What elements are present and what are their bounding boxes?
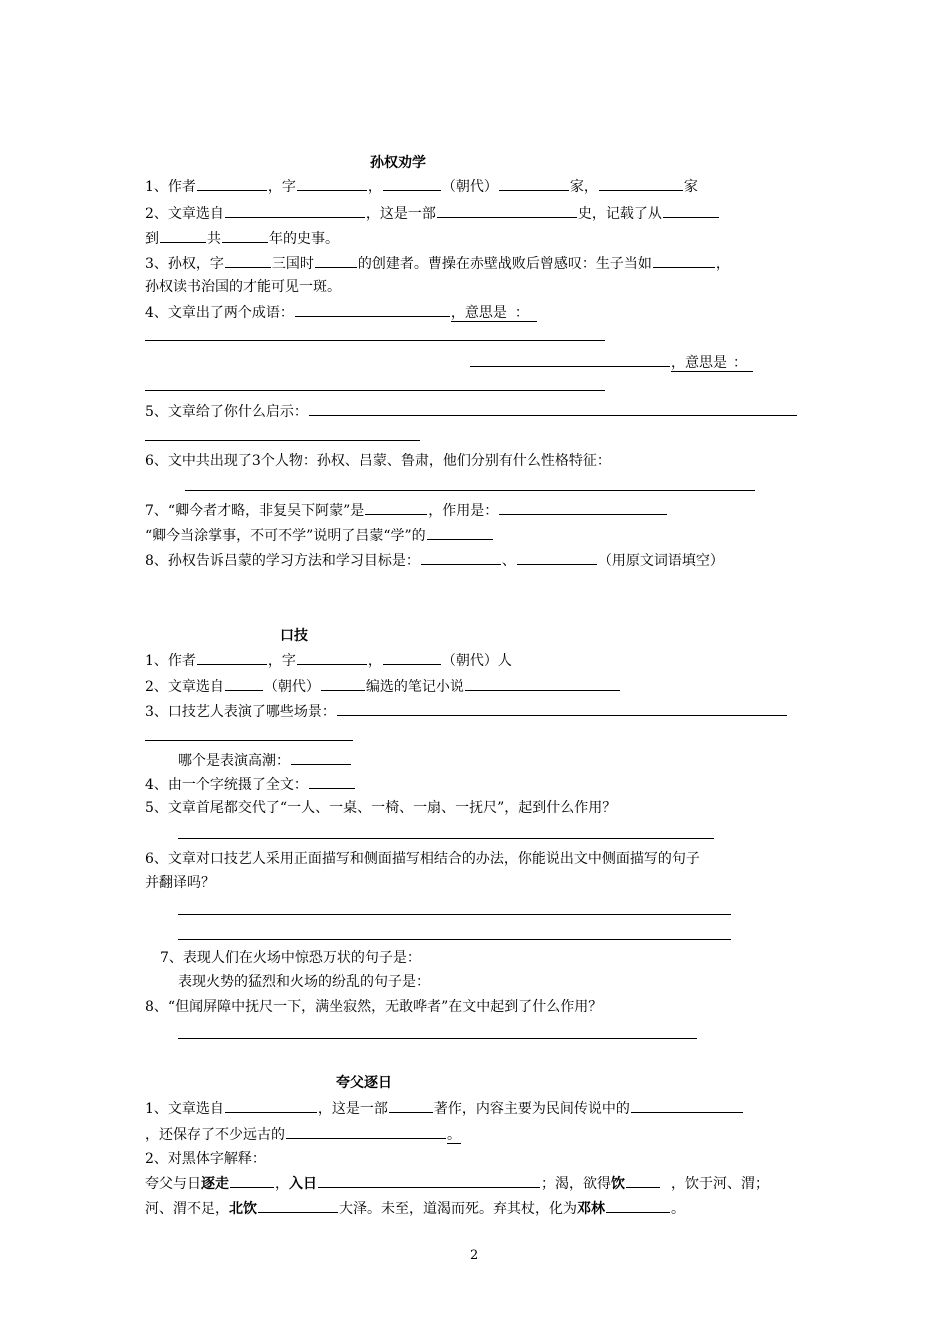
- blank[interactable]: [286, 1124, 446, 1139]
- blank[interactable]: [470, 352, 670, 367]
- s1-q2b: 到 共 年的史事。: [145, 228, 339, 249]
- s2-q1: 1、作者 ，字 ， （朝代）人: [145, 650, 512, 671]
- blank[interactable]: [383, 176, 441, 191]
- blank[interactable]: [225, 1098, 317, 1113]
- s3-q1: 1、文章选自 ，这是一部 著作，内容主要为民间传说中的: [145, 1098, 744, 1119]
- s3-q1b: ，还保存了不少远古的 。: [145, 1124, 461, 1145]
- s1-q5: 5、文章给了你什么启示：: [145, 401, 798, 422]
- blank[interactable]: [499, 500, 667, 515]
- s2-q7b: 表现火势的猛烈和火场的纷乱的句子是：: [178, 974, 430, 990]
- blank[interactable]: [309, 774, 355, 789]
- s1-q8: 8、孙权告诉吕蒙的学习方法和学习目标是： 、 （用原文词语填空）: [145, 550, 724, 571]
- page-number: 2: [470, 1248, 479, 1263]
- s1-q6: 6、文中共出现了3个人物：孙权、吕蒙、鲁肃，他们分别有什么性格特征：: [145, 453, 611, 469]
- answer-line[interactable]: [178, 838, 714, 839]
- blank[interactable]: [222, 228, 268, 243]
- blank[interactable]: [197, 176, 267, 191]
- blank[interactable]: [437, 203, 577, 218]
- s2-q8: 8、“但闻屏障中抚尺一下，满坐寂然，无敢哗者”在文中起到了什么作用？: [145, 999, 603, 1015]
- s2-q4: 4、由一个字统摄了全文：: [145, 774, 356, 795]
- blank[interactable]: [197, 650, 267, 665]
- blank[interactable]: [383, 650, 441, 665]
- s1-q7b: “卿今当涂掌事，不可不学”说明了吕蒙“学”的: [145, 525, 494, 546]
- s2-q2: 2、文章选自 （朝代） 编选的笔记小说: [145, 676, 621, 697]
- blank[interactable]: [427, 525, 493, 540]
- blank[interactable]: [337, 701, 787, 716]
- blank[interactable]: [321, 676, 365, 691]
- s2-q3b: 哪个是表演高潮：: [178, 750, 352, 771]
- s1-q4b: ，意思是 ：: [470, 352, 753, 373]
- answer-line[interactable]: [145, 390, 605, 391]
- s1-q4: 4、文章出了两个成语： ，意思是 ：: [145, 302, 537, 323]
- s1-q3: 3、孙权，字 三国时 的创建者。曹操在赤壁战败后曾感叹：生子当如 ，: [145, 253, 730, 274]
- section-title-kuafu: 夸父逐日: [336, 1075, 392, 1091]
- s2-q3: 3、口技艺人表演了哪些场景：: [145, 701, 788, 722]
- blank[interactable]: [389, 1098, 433, 1113]
- s2-q5: 5、文章首尾都交代了“一人、一桌、一椅、一扇、一抚尺”，起到什么作用？: [145, 800, 617, 816]
- s1-q1: 1、作者 ，字 ， （朝代） 家， 家: [145, 176, 698, 197]
- s1-q2: 2、文章选自 ，这是一部 史，记载了从: [145, 203, 720, 224]
- blank[interactable]: [291, 750, 351, 765]
- s2-q6b: 并翻译吗？: [145, 875, 215, 891]
- blank[interactable]: [606, 1198, 670, 1213]
- blank[interactable]: [258, 1198, 338, 1213]
- section-title-kouji: 口技: [280, 628, 308, 644]
- answer-line[interactable]: [145, 440, 420, 441]
- blank[interactable]: [517, 550, 597, 565]
- blank[interactable]: [309, 401, 797, 416]
- blank[interactable]: [626, 1173, 660, 1188]
- blank[interactable]: [230, 1173, 274, 1188]
- blank[interactable]: [631, 1098, 743, 1113]
- blank[interactable]: [315, 253, 357, 268]
- s1-q7: 7、“卿今者才略，非复吴下阿蒙”是 ，作用是：: [145, 500, 668, 521]
- blank[interactable]: [160, 228, 206, 243]
- s3-q2c: 河、渭不足，北饮 大泽。未至，道渴而死。弃其杖，化为邓林 。: [145, 1198, 685, 1219]
- answer-line[interactable]: [145, 740, 353, 741]
- s3-q2: 2、对黑体字解释：: [145, 1151, 266, 1167]
- blank[interactable]: [499, 176, 569, 191]
- blank[interactable]: [465, 676, 620, 691]
- s2-q6: 6、文章对口技艺人采用正面描写和侧面描写相结合的办法，你能说出文中侧面描写的句子: [145, 851, 700, 867]
- s1-q3b: 孙权读书治国的才能可见一斑。: [145, 279, 341, 295]
- answer-line[interactable]: [145, 340, 605, 341]
- blank[interactable]: [318, 1173, 540, 1188]
- blank[interactable]: [295, 302, 450, 317]
- section-title-sunquan: 孙权劝学: [370, 155, 426, 171]
- s2-q7: 7、表现人们在火场中惊恐万状的句子是：: [160, 950, 421, 966]
- blank[interactable]: [225, 203, 365, 218]
- blank[interactable]: [225, 253, 271, 268]
- blank[interactable]: [365, 500, 427, 515]
- blank[interactable]: [653, 253, 715, 268]
- answer-line[interactable]: [178, 914, 731, 915]
- blank[interactable]: [225, 676, 263, 691]
- blank[interactable]: [421, 550, 501, 565]
- blank[interactable]: [663, 203, 719, 218]
- answer-line[interactable]: [178, 939, 731, 940]
- blank[interactable]: [297, 176, 367, 191]
- s3-q2b: 夸父与日逐走 ，入日 ；渴，欲得饮 ，饮于河、渭；: [145, 1173, 769, 1194]
- answer-line[interactable]: [185, 490, 755, 491]
- answer-line[interactable]: [178, 1038, 697, 1039]
- blank[interactable]: [599, 176, 683, 191]
- blank[interactable]: [297, 650, 367, 665]
